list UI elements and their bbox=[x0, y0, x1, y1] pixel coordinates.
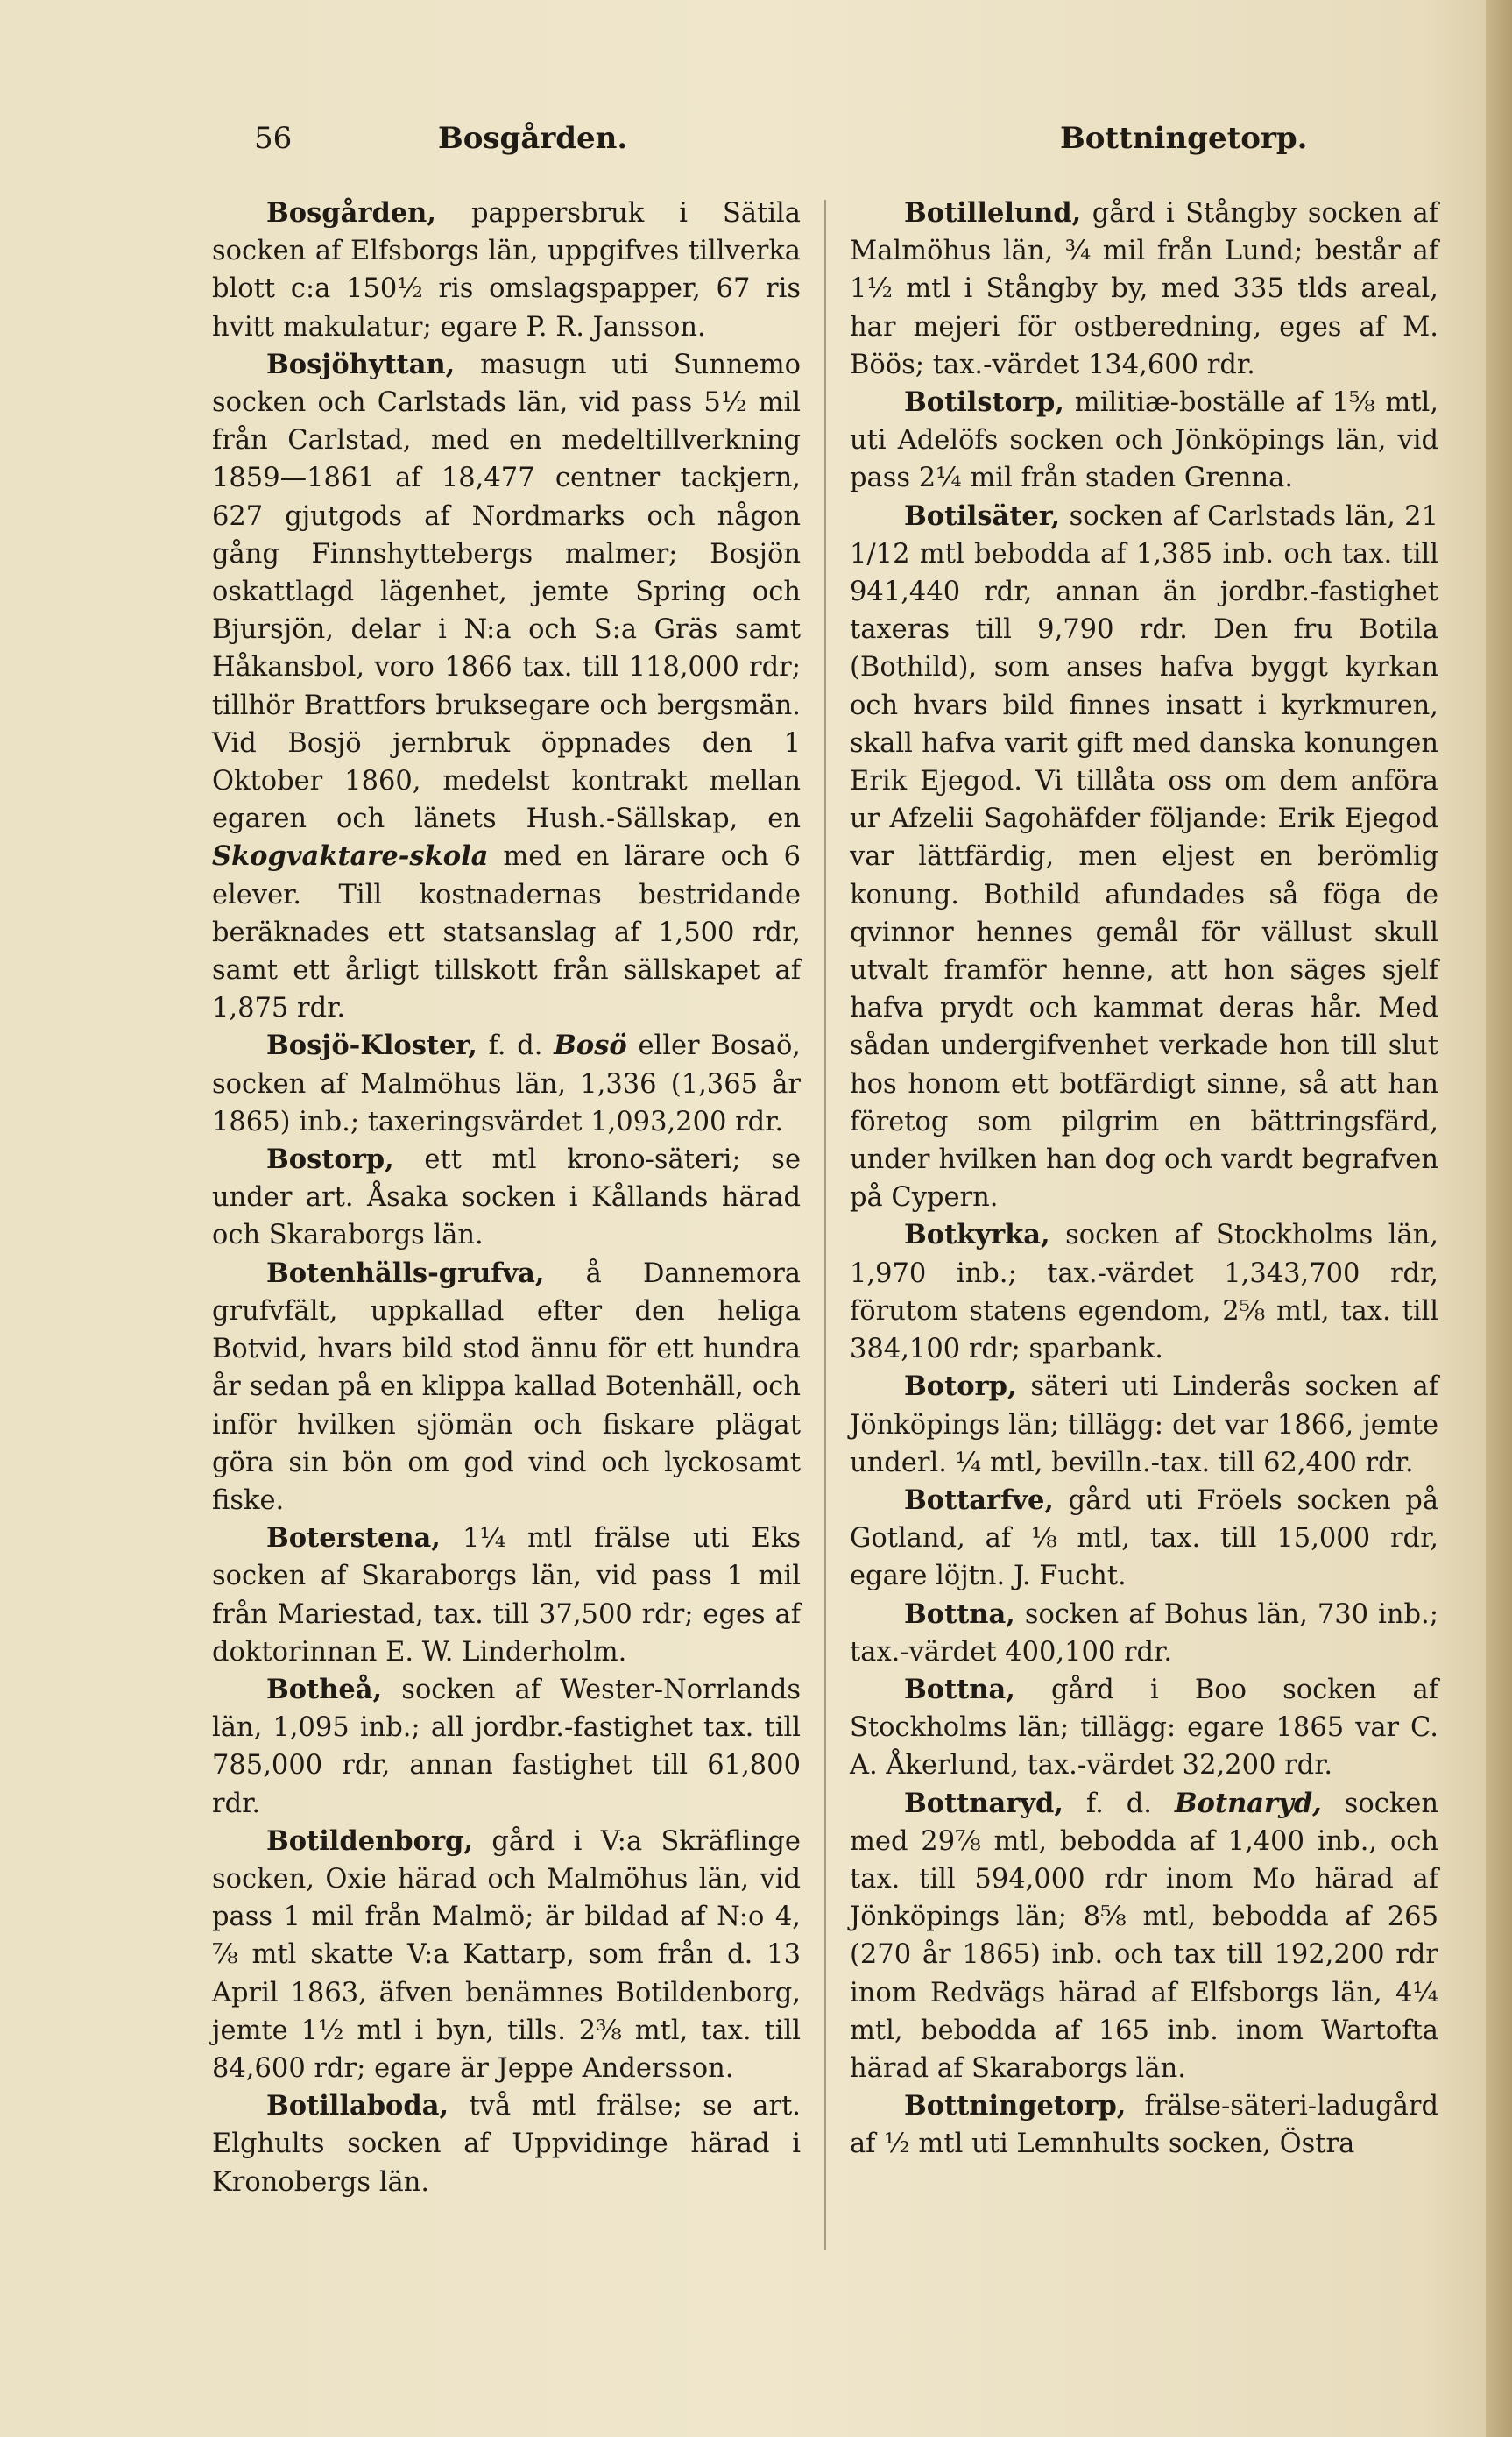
entry-bosjo-kloster bbox=[212, 1027, 801, 1141]
entry-text: 1¼ mtl frälse uti Eks socken af Skaraborgs län, vid pass 1 mil från Mariestad, tax. till 37,500 rdr; eges af doktorinnan E. W. Linderholm. bbox=[212, 1523, 801, 1668]
entry-bottnaryd bbox=[850, 1785, 1438, 2088]
entry-text-tail: eller Bosaö, socken af Malmöhus län, 1,336 (1,365 år 1865) inb.; taxeringsvärdet 1,093,200 rdr. bbox=[212, 1031, 801, 1137]
column-divider bbox=[824, 200, 826, 2250]
entry-text-tail: socken med 29⅞ mtl, bebodda af 1,400 inb., och tax. till 594,000 rdr inom Mo härad af Jönköpings län; 8⅝ mtl, bebodda af 265 (270 år 1865) inb. och tax till 192,200 rdr inom Redvägs härad af Elfsborgs län, 4¼ mtl, bebodda af 165 inb. inom Wartofta härad af Skaraborgs län. bbox=[850, 1788, 1439, 2084]
headword: Bosgården, bbox=[266, 197, 436, 229]
entry-bottna-gard bbox=[850, 1671, 1438, 1785]
headword: Bottningetorp, bbox=[904, 2090, 1127, 2122]
entry-botenhalls-grufva bbox=[212, 1255, 801, 1520]
entry-text: gård i Boo socken af Stockholms län; tillägg: egare 1865 var C. A. Åkerlund, tax.-värdet 32,200 rdr. bbox=[850, 1674, 1438, 1782]
headword: Bottna, bbox=[904, 1673, 1015, 1705]
entry-botorp bbox=[850, 1368, 1438, 1482]
entry-text: ett mtl krono-säteri; se under art. Åsaka socken i Kållands härad och Skaraborgs län. bbox=[212, 1144, 801, 1251]
headword: Bosjö-Kloster, bbox=[266, 1030, 477, 1062]
running-header bbox=[210, 121, 1454, 174]
entry-text: socken af Wester-Norrlands län, 1,095 inb.; all jordbr.-fastighet tax. till 785,000 rdr, annan fastighet till 61,800 rdr. bbox=[212, 1674, 801, 1819]
left-running-head: Bosgården. bbox=[438, 121, 628, 156]
headword: Bosjöhyttan, bbox=[266, 348, 456, 380]
entry-italic: Botnaryd, bbox=[1174, 1787, 1322, 1819]
entry-bottna-socken bbox=[850, 1596, 1438, 1671]
entry-text: gård i Stångby socken af Malmöhus län, ¾ mil från Lund; består af 1½ mtl i Stångby by, med 335 tlds areal, har mejeri för ostberedning, eges af M. Böös; tax.-värdet 134,600 rdr. bbox=[850, 198, 1438, 380]
entry-italic: Bosö bbox=[554, 1030, 627, 1062]
entry-botillaboda bbox=[212, 2087, 801, 2201]
headword: Botenhälls-grufva, bbox=[266, 1257, 545, 1289]
headword: Botorp, bbox=[904, 1371, 1017, 1403]
entry-text: socken af Carlstads län, 21 1/12 mtl bebodda af 1,385 inb. och tax. till 941,440 rdr, annan än jordbr.-fastighet taxeras till 9,790 rdr. Den fru Botila (Bothild), som anses hafva byggt kyrkan och hvars bild finnes insatt i kyrkmuren, skall hafva varit gift med danska konungen Erik Ejegod. Vi tillåta oss om dem anföra ur Afzelii Sagohäfder följande: Erik Ejegod var lättfärdig, men eljest en berömlig konung. Bothild afundades så föga de qvinnor hennes gemål för vällust skull utvalt framför henne, att hon säges sjelf hafva prydt och kammat deras hår. Med sådan undergifvenhet verkade hon till slut hos honom ett botfärdigt sinne, så att han företog som pilgrim en bättringsfärd, under hvilken han dog och vardt begrafven på Cypern. bbox=[850, 500, 1438, 1214]
entry-text: militiæ-boställe af 1⅝ mtl, uti Adelöfs socken och Jönköpings län, vid pass 2¼ mil från staden Grenna. bbox=[850, 387, 1438, 494]
entry-botkyrka bbox=[850, 1216, 1438, 1368]
entry-bothea bbox=[212, 1671, 801, 1823]
entry-text: gård i V:a Skräflinge socken, Oxie härad och Malmöhus län, vid pass 1 mil från Malmö; är bildad af N:o 4, ⅞ mtl skatte V:a Kattarp, som från d. 13 April 1863, äfven benämnes Botildenborg, jemte 1½ mtl i byn, tills. 2⅜ mtl, tax. till 84,600 rdr; egare är Jeppe Andersson. bbox=[212, 1825, 801, 2084]
page-edge bbox=[1486, 0, 1512, 2437]
headword: Botkyrka, bbox=[904, 1219, 1050, 1251]
entry-bosjohyttan bbox=[212, 346, 801, 1028]
entry-italic: Skogvaktare-skola bbox=[212, 840, 489, 873]
headword: Botilstorp, bbox=[904, 386, 1064, 419]
entry-botillelund bbox=[850, 195, 1438, 384]
page-number: 56 bbox=[254, 121, 293, 156]
left-column bbox=[212, 195, 801, 2201]
headword: Bottarfve, bbox=[904, 1484, 1054, 1516]
headword: Bostorp, bbox=[266, 1144, 394, 1176]
entry-text-tail: med en lärare och 6 elever. Till kostnadernas bestridande beräknades ett statsanslag af 1,500 rdr, samt ett årligt tillskott från sällskapet af 1,875 rdr. bbox=[212, 841, 801, 1024]
headword: Bottnaryd, bbox=[904, 1787, 1063, 1819]
entry-text: f. d. bbox=[1063, 1788, 1175, 1819]
headword: Boterstena, bbox=[266, 1522, 441, 1555]
headword: Botillaboda, bbox=[266, 2090, 449, 2122]
entry-text: f. d. bbox=[477, 1031, 555, 1062]
right-column bbox=[850, 195, 1438, 2164]
entry-text: säteri uti Linderås socken af Jönköpings län; tillägg: det var 1866, jemte underl. ¼ mtl, bevilln.-tax. till 62,400 rdr. bbox=[850, 1371, 1438, 1478]
entry-bottningetorp bbox=[850, 2087, 1438, 2163]
entry-text: socken af Stockholms län, 1,970 inb.; tax.-värdet 1,343,700 rdr, förutom statens egendom, 2⅝ mtl, tax. till 384,100 rdr; sparbank. bbox=[850, 1220, 1438, 1365]
entry-bostorp bbox=[212, 1141, 801, 1255]
entry-text: masugn uti Sunnemo socken och Carlstads län, vid pass 5½ mil från Carlstad, med en medeltillverkning 1859—1861 af 18,477 centner tackjern, 627 gjutgods af Nordmarks och någon gång Finnshyttebergs malmer; Bosjön oskattlagd lägenhet, jemte Spring och Bjursjön, delar i N:a och S:a Gräs samt Håkansbol, voro 1866 tax. till 118,000 rdr; tillhör Brattfors bruksegare och bergsmän. Vid Bosjö jernbruk öppnades den 1 Oktober 1860, medelst kontrakt mellan egaren och länets Hush.-Sällskap, en bbox=[212, 349, 801, 835]
entry-text: socken af Bohus län, 730 inb.; tax.-värdet 400,100 rdr. bbox=[850, 1598, 1438, 1668]
entry-botilstorp bbox=[850, 384, 1438, 498]
headword: Bottna, bbox=[904, 1598, 1015, 1630]
entry-bosgarden bbox=[212, 195, 801, 346]
entry-botilsater bbox=[850, 498, 1438, 1217]
entry-text: pappersbruk i Sätila socken af Elfsborgs län, uppgifves tillverka blott c:a 150½ ris omslagspapper, 67 ris hvitt makulatur; egare P. R. Jansson. bbox=[212, 198, 801, 343]
entry-text: å Dannemora grufvfält, uppkallad efter den heliga Botvid, hvars bild stod ännu för ett hundra år sedan på en klippa kallad Botenhäll, och inför hvilken sjömän och fiskare plägat göra sin bön om god vind och lyckosamt fiske. bbox=[212, 1257, 801, 1516]
headword: Botildenborg, bbox=[266, 1824, 473, 1857]
entry-boterstena bbox=[212, 1520, 801, 1671]
headword: Botilsäter, bbox=[904, 499, 1061, 532]
entry-botildenborg bbox=[212, 1823, 801, 2087]
entry-text: frälse-säteri-ladugård af ½ mtl uti Lemnhults socken, Östra bbox=[850, 2091, 1438, 2160]
entry-text: gård uti Fröels socken på Gotland, af ⅛ mtl, tax. till 15,000 rdr, egare löjtn. J. Fucht. bbox=[850, 1484, 1438, 1592]
right-running-head: Bottningetorp. bbox=[1060, 121, 1308, 156]
headword: Botillelund, bbox=[904, 197, 1082, 229]
entry-text: två mtl frälse; se art. Elghults socken af Uppvidinge härad i Kronobergs län. bbox=[212, 2091, 801, 2198]
entry-bottarfve bbox=[850, 1482, 1438, 1596]
headword: Botheå, bbox=[266, 1673, 383, 1705]
